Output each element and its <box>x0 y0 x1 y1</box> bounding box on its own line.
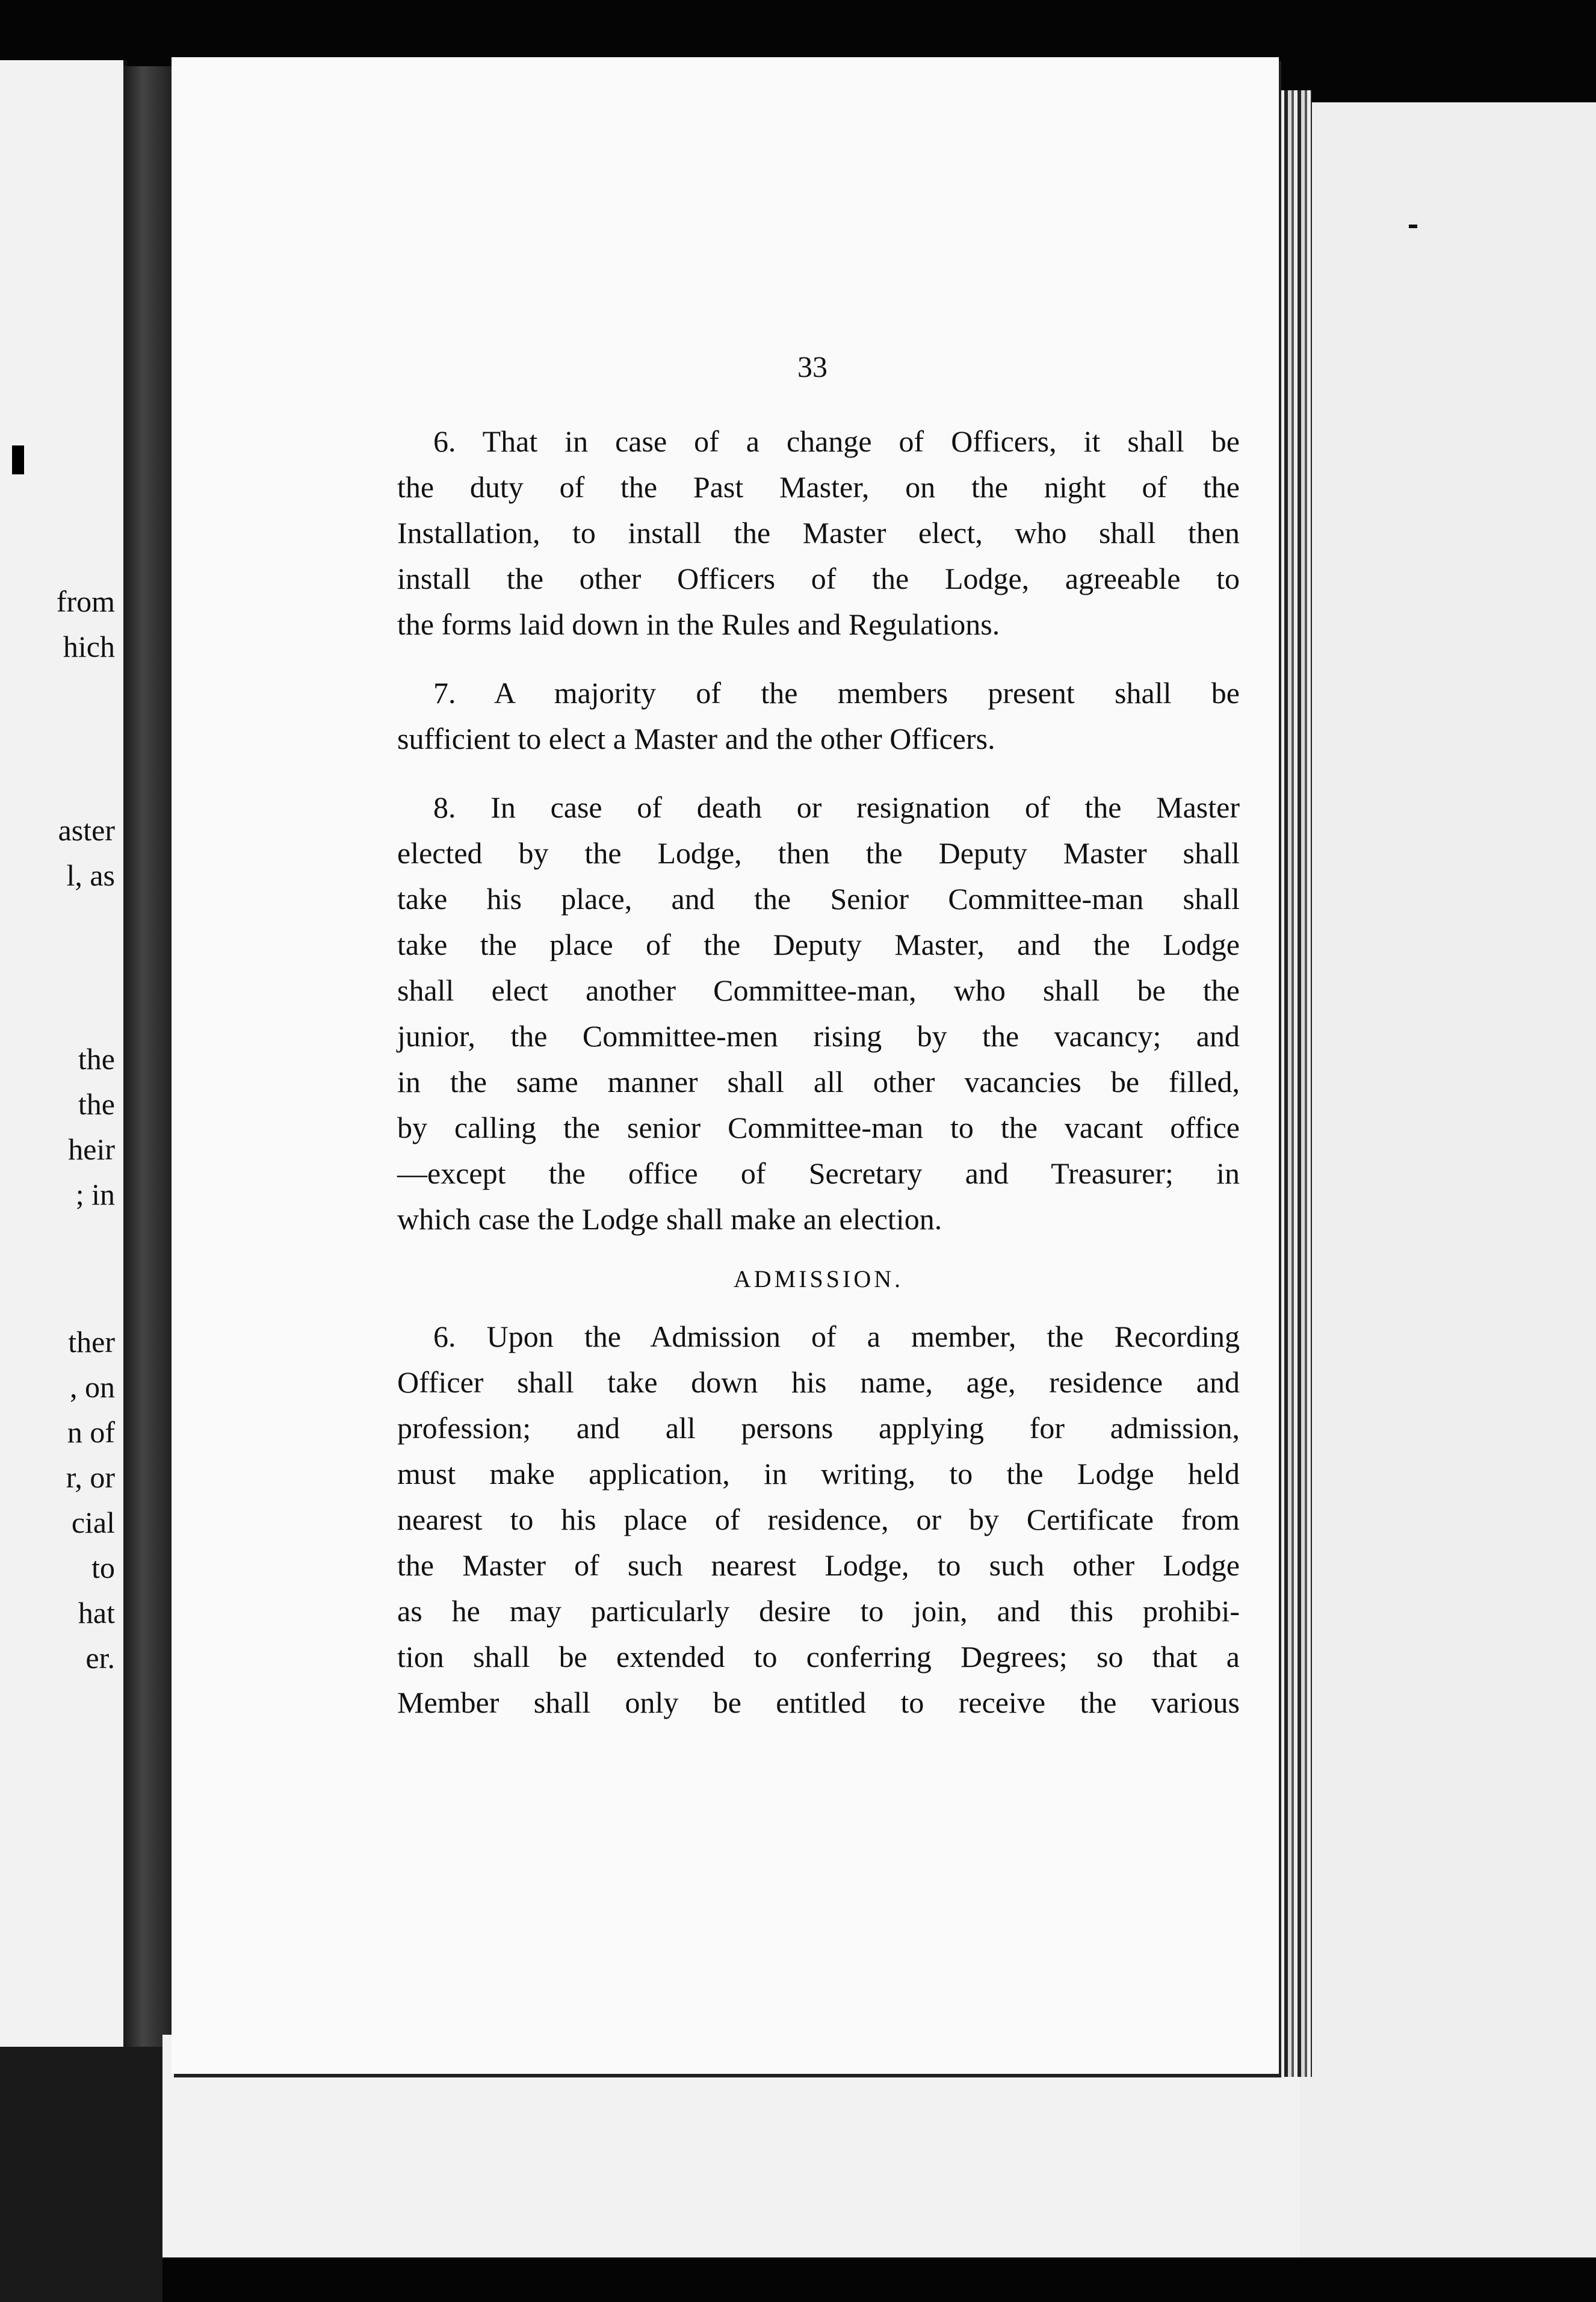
text-line: 7. A majority of the members present shall be <box>433 676 1240 710</box>
left-page-line: from <box>56 585 115 618</box>
left-page-line: the <box>78 1042 115 1076</box>
left-page-line: the <box>78 1087 115 1121</box>
right-backing-sheet <box>1300 102 1596 2257</box>
text-line: 6. That in case of a change of Officers, it shall be <box>433 424 1240 458</box>
left-page-line: r, or <box>66 1460 115 1494</box>
paragraph-admission <box>397 1314 1240 1725</box>
text-line: 6. Upon the Admission of a member, the Recording <box>433 1320 1240 1353</box>
text-line: Installation, to install the Master elect, who shall then <box>397 516 1240 550</box>
text-line: Officer shall take down his name, age, residence and <box>397 1365 1240 1399</box>
left-page-line: hat <box>78 1596 115 1630</box>
left-page-line: er. <box>85 1641 115 1675</box>
paragraph-rule-8 <box>397 784 1240 1242</box>
left-page-line: ; in <box>75 1177 115 1211</box>
text-line: the duty of the Past Master, on the night of the <box>397 470 1240 504</box>
left-page-line: heir <box>68 1132 115 1166</box>
page-number: 33 <box>797 350 827 383</box>
left-facing-page <box>0 60 127 2047</box>
text-line: junior, the Committee-men rising by the vacancy; and <box>397 1019 1240 1053</box>
left-page-line: cial <box>71 1506 115 1539</box>
text-line: take the place of the Deputy Master, and the Lodge <box>397 928 1240 961</box>
text-line: sufficient to elect a Master and the other Officers. <box>397 722 995 755</box>
text-line: the forms laid down in the Rules and Regulations. <box>397 607 1000 641</box>
text-line: —except the office of Secretary and Treasurer; in <box>397 1156 1240 1190</box>
text-line: 8. In case of death or resignation of the Master <box>433 790 1240 824</box>
text-line: in the same manner shall all other vacancies be filled, <box>397 1065 1240 1099</box>
text-line: tion shall be extended to conferring Degrees; so that a <box>397 1640 1240 1674</box>
paragraph-rule-7 <box>397 670 1240 762</box>
left-page-line: hich <box>63 630 115 663</box>
ink-mark <box>12 445 24 474</box>
book-gutter <box>123 66 172 2047</box>
text-line: nearest to his place of residence, or by Certificate from <box>397 1503 1240 1536</box>
text-line: the Master of such nearest Lodge, to such other Lodge <box>397 1548 1240 1582</box>
text-line: by calling the senior Committee-man to the vacant office <box>397 1111 1240 1144</box>
text-line: which case the Lodge shall make an election. <box>397 1202 942 1236</box>
text-line: take his place, and the Senior Committee-man shall <box>397 882 1240 916</box>
text-line: profession; and all persons applying for admission, <box>397 1411 1240 1445</box>
left-page-line: ther <box>68 1325 115 1359</box>
ink-mark <box>1409 225 1417 228</box>
book-page <box>172 57 1279 2074</box>
left-page-line: l, as <box>66 858 115 892</box>
left-page-line: , on <box>70 1370 115 1404</box>
left-page-line: to <box>91 1551 115 1584</box>
scan-bottom-edge <box>0 2047 162 2302</box>
page-body <box>397 418 1240 1748</box>
section-heading: ADMISSION. <box>733 1265 904 1292</box>
text-line: install the other Officers of the Lodge, agreeable to <box>397 562 1240 595</box>
text-line: Member shall only be entitled to receive the various <box>397 1686 1240 1719</box>
text-line: shall elect another Committee-man, who shall be the <box>397 973 1240 1007</box>
left-page-line: aster <box>58 813 115 847</box>
left-page-line: n of <box>67 1415 115 1449</box>
text-line: must make application, in writing, to the Lodge held <box>397 1457 1240 1491</box>
text-line: as he may particularly desire to join, and this prohibi- <box>397 1594 1240 1628</box>
text-line: elected by the Lodge, then the Deputy Master shall <box>397 836 1240 870</box>
paragraph-rule-6 <box>397 418 1240 647</box>
